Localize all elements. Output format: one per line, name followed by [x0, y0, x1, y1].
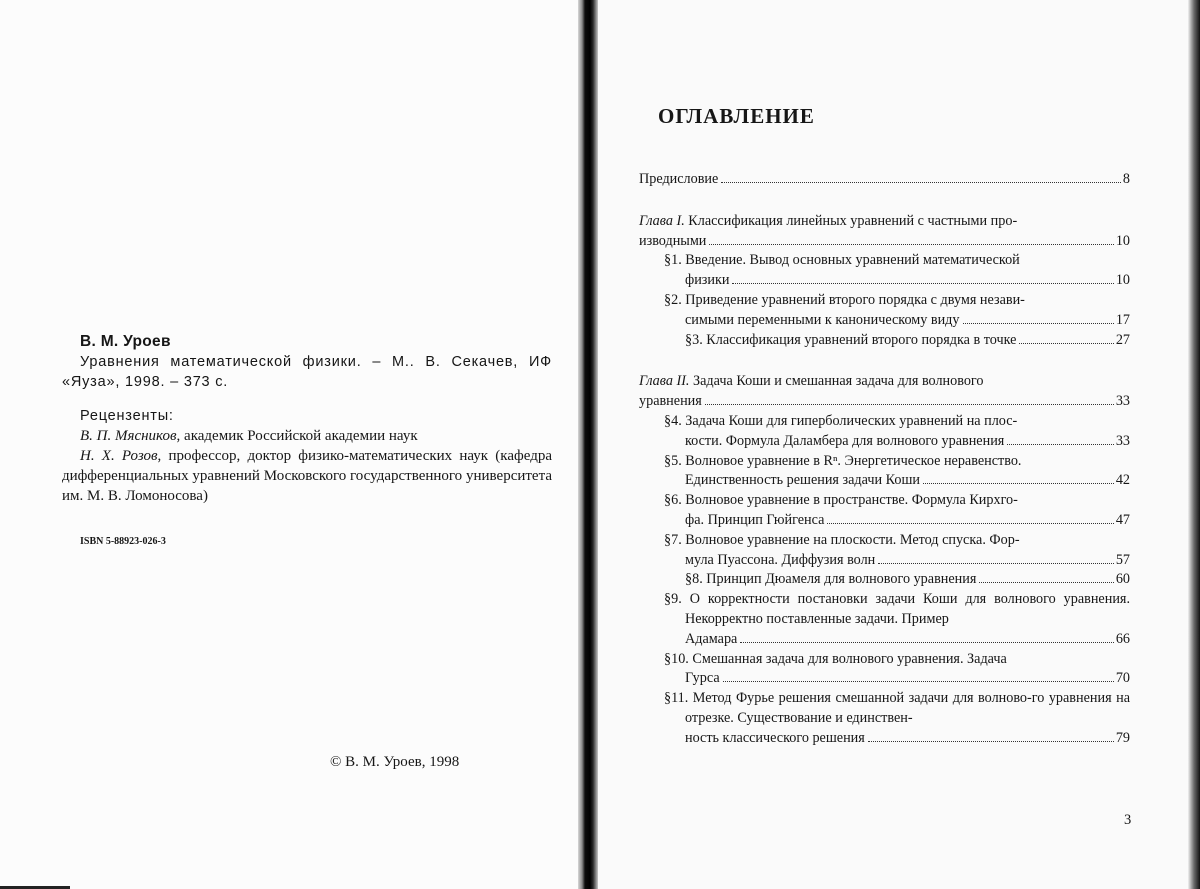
toc-page-number: 66: [1115, 630, 1130, 647]
toc-entry-section-6: [664, 491, 1130, 531]
toc-page-number: 42: [1115, 472, 1130, 489]
toc-entry-text: мула Пуассона. Диффузия волн: [685, 551, 876, 568]
book-spine: [578, 0, 598, 889]
dot-leader: [923, 483, 1114, 484]
toc-page-number: 33: [1115, 432, 1130, 449]
toc-entry-text: Задача Коши и смешанная задача для волнового: [693, 373, 984, 390]
dot-leader: [705, 404, 1114, 405]
toc-entry-section-1: [664, 251, 1130, 291]
toc-page-number: 79: [1115, 729, 1130, 746]
toc-page-number: 70: [1115, 670, 1130, 687]
toc-entry-section-3: [664, 331, 1130, 351]
toc-entry-section-7: [664, 531, 1130, 571]
toc-entry-text: Предисловие: [639, 171, 719, 187]
dot-leader: [827, 523, 1113, 524]
toc-entry-text: фа. Принцип Гюйгенса: [685, 511, 825, 528]
dot-leader: [1019, 343, 1113, 344]
toc-page-number: 10: [1115, 232, 1130, 249]
toc-entry-section-11: [664, 689, 1130, 748]
reviewers-heading: Рецензенты:: [80, 408, 174, 424]
reviewer-2-role: , профессор, доктор физико-математических наук (кафедра дифференциальных уравнений Московского государственного университета им. М. В. Ломоносова): [62, 448, 552, 504]
toc-entry-chapter-1: [639, 212, 1130, 252]
chapter-label: Глава I.: [639, 212, 685, 229]
toc-title: ОГЛАВЛЕНИЕ: [658, 104, 815, 128]
reviewer-1-role: , академик Российской академии наук: [176, 428, 418, 444]
isbn: ISBN 5-88923-026-3: [80, 536, 166, 547]
dot-leader: [721, 182, 1121, 183]
dot-leader: [740, 642, 1113, 643]
dot-leader: [979, 582, 1113, 583]
reviewer-1: [62, 426, 552, 446]
toc-entry-preface: [639, 170, 1130, 190]
toc-page-number: 10: [1115, 272, 1130, 289]
toc-entry-text: симыми переменными к каноническому виду: [685, 311, 960, 328]
dot-leader: [868, 741, 1114, 742]
dot-leader: [709, 244, 1113, 245]
toc-entry-section-10: [664, 650, 1130, 690]
dot-leader: [732, 283, 1113, 284]
reviewer-1-name: В. П. Мясников: [80, 428, 177, 444]
toc-page-number: 8: [1122, 171, 1130, 187]
toc-entry-text: изводными: [639, 232, 707, 249]
toc-entry-text: Классификация линейных уравнений с частными про-: [688, 212, 1018, 229]
toc-entry-text: §6. Волновое уравнение в пространстве. Формула Кирхго-: [664, 492, 1018, 509]
toc-page-number: 17: [1115, 311, 1130, 328]
copyright: © В. М. Уроев, 1998: [330, 754, 460, 770]
toc-entry-text: §3. Классификация уравнений второго порядка в точке: [685, 331, 1017, 348]
toc-page-number: 27: [1115, 331, 1130, 348]
book-description: Уравнения математической физики. – М.. В. Секачев, ИФ «Яуза», 1998. – 373 с.: [62, 354, 552, 390]
toc-entry-text: кости. Формула Даламбера для волнового уравнения: [685, 432, 1005, 449]
dot-leader: [878, 563, 1114, 564]
toc-entry-section-9: [664, 590, 1130, 649]
bibliographic-record: [62, 332, 552, 506]
toc-page-number: 33: [1115, 393, 1130, 410]
toc-entry-text: §11. Метод Фурье решения смешанной задачи для волново-го уравнения на отрезке. Существование и единствен-: [664, 690, 1130, 726]
page-number: 3: [1124, 812, 1132, 828]
chapter-label: Глава II.: [639, 373, 690, 390]
toc-entry-text: §8. Принцип Дюамеля для волнового уравнения: [685, 571, 977, 588]
toc-entry-text: §1. Введение. Вывод основных уравнений математической: [664, 252, 1020, 269]
toc-entry-section-4: [664, 412, 1130, 452]
toc-entry-chapter-2: [639, 372, 1130, 412]
author-name: В. М. Уроев: [80, 333, 171, 350]
toc-entry-text: Гурса: [685, 670, 720, 687]
toc-entry-text: §7. Волновое уравнение на плоскости. Метод спуска. Фор-: [664, 531, 1020, 548]
toc-entry-section-8: [664, 570, 1130, 590]
toc-entry-text: ность классического решения: [685, 729, 865, 746]
toc-entry-text: §10. Смешанная задача для волнового уравнения. Задача: [664, 650, 1007, 667]
reviewer-2: [62, 446, 552, 506]
dot-leader: [1007, 444, 1114, 445]
dot-leader: [963, 323, 1114, 324]
toc-entry-text: уравнения: [639, 393, 702, 410]
toc-page-number: 57: [1115, 551, 1130, 568]
toc-entry-text: §4. Задача Коши для гиперболических уравнений на плос-: [664, 412, 1018, 429]
toc-page-number: 47: [1115, 511, 1130, 528]
toc-entry-text: §9. О корректности постановки задачи Коши для волнового уравнения. Некорректно поставленные задачи. Пример: [664, 591, 1130, 627]
toc-entry-text: §5. Волновое уравнение в Rⁿ. Энергетическое неравенство.: [664, 452, 1022, 469]
dot-leader: [723, 681, 1114, 682]
toc-entry-text: Единственность решения задачи Коши: [685, 472, 920, 489]
toc-page-number: 60: [1115, 571, 1130, 588]
toc-entry-text: Адамара: [685, 630, 738, 647]
toc-entry-section-2: [664, 291, 1130, 331]
toc-entry-text: физики: [685, 272, 730, 289]
reviewer-2-name: Н. Х. Розов: [80, 448, 158, 464]
page-edge: [1188, 0, 1200, 889]
toc-entry-text: §2. Приведение уравнений второго порядка с двумя незави-: [664, 291, 1025, 308]
table-of-contents: [639, 170, 1130, 749]
toc-entry-section-5: [664, 452, 1130, 492]
